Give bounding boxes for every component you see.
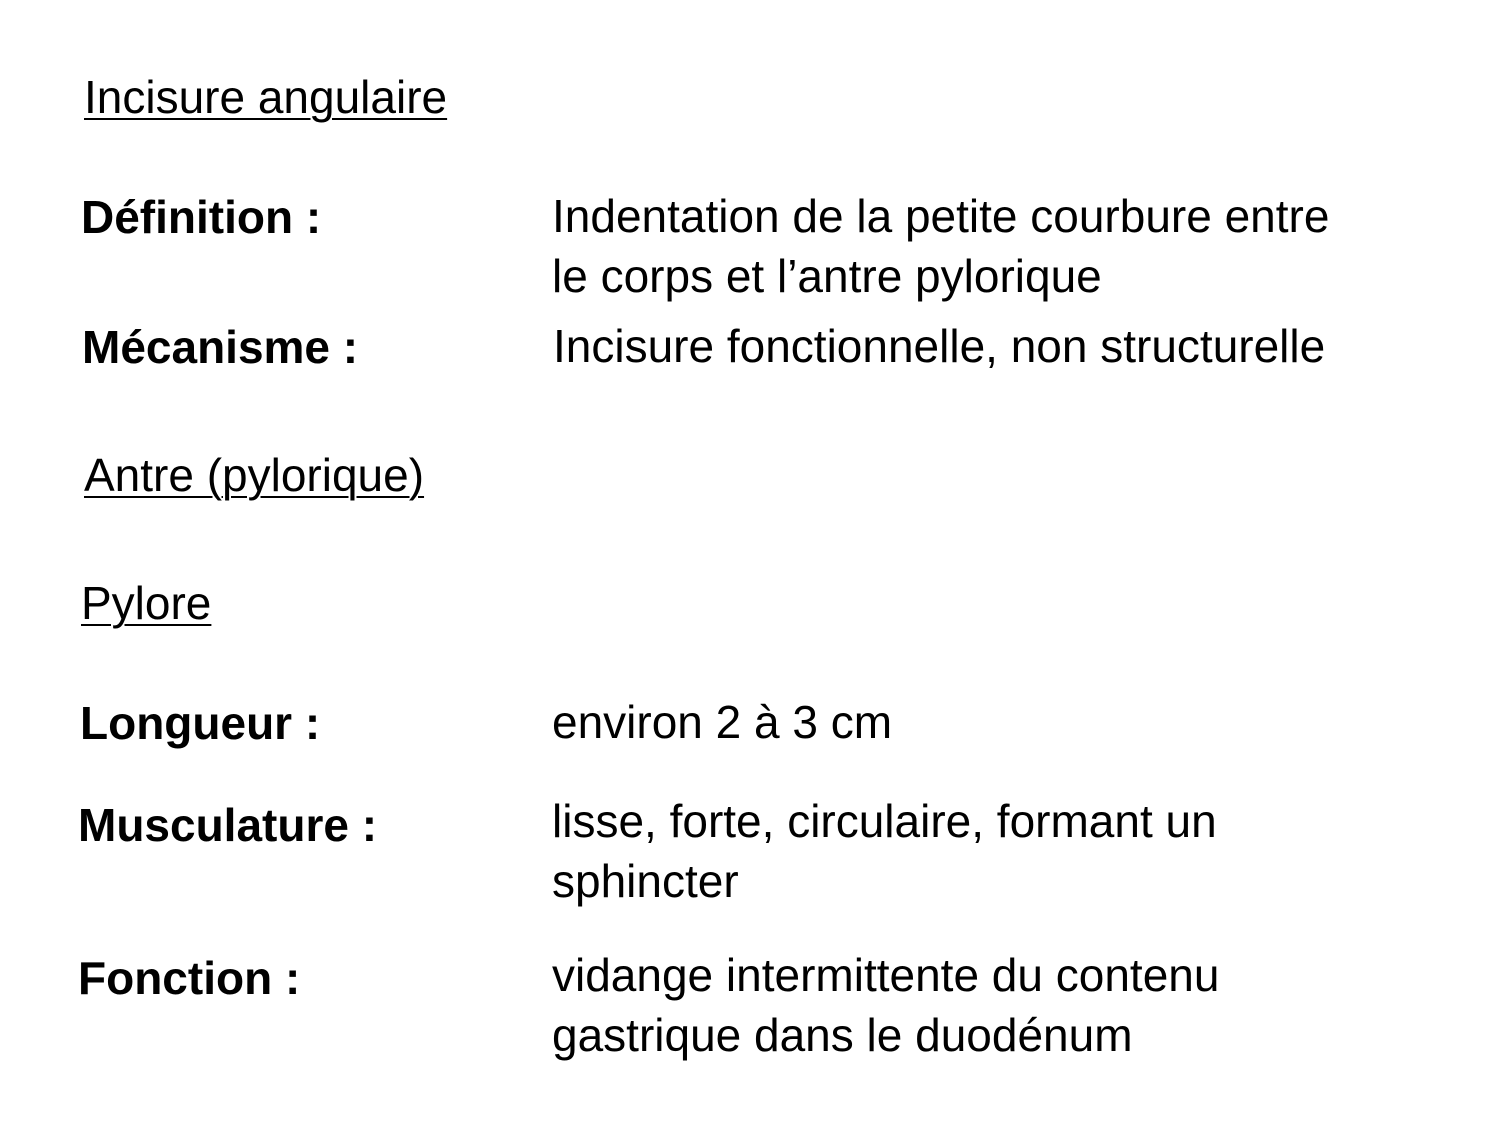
value-line: vidange intermittente du contenu	[552, 949, 1220, 1001]
value-longueur	[552, 692, 892, 752]
label-fonction: Fonction :	[78, 952, 301, 1004]
value-line: environ 2 à 3 cm	[552, 696, 893, 748]
label-definition: Définition :	[81, 191, 322, 243]
value-line: le corps et l’antre pylorique	[552, 250, 1102, 302]
value-line: Incisure fonctionnelle, non structurelle	[553, 320, 1326, 372]
value-line: gastrique dans le duodénum	[552, 1009, 1133, 1061]
value-definition	[552, 186, 1329, 306]
label-longueur: Longueur :	[80, 697, 321, 749]
value-mecanisme	[553, 316, 1325, 376]
value-fonction	[552, 945, 1219, 1065]
value-line: lisse, forte, circulaire, formant un	[552, 795, 1217, 847]
section-heading-antre-pylorique: Antre (pylorique)	[84, 449, 425, 501]
value-musculature	[552, 791, 1217, 911]
value-line: sphincter	[552, 855, 739, 907]
section-heading-pylore: Pylore	[81, 577, 212, 629]
section-heading-incisure-angulaire: Incisure angulaire	[84, 71, 448, 123]
label-mecanisme: Mécanisme :	[82, 321, 359, 373]
label-musculature: Musculature :	[78, 799, 378, 851]
value-line: Indentation de la petite courbure entre	[552, 190, 1330, 242]
